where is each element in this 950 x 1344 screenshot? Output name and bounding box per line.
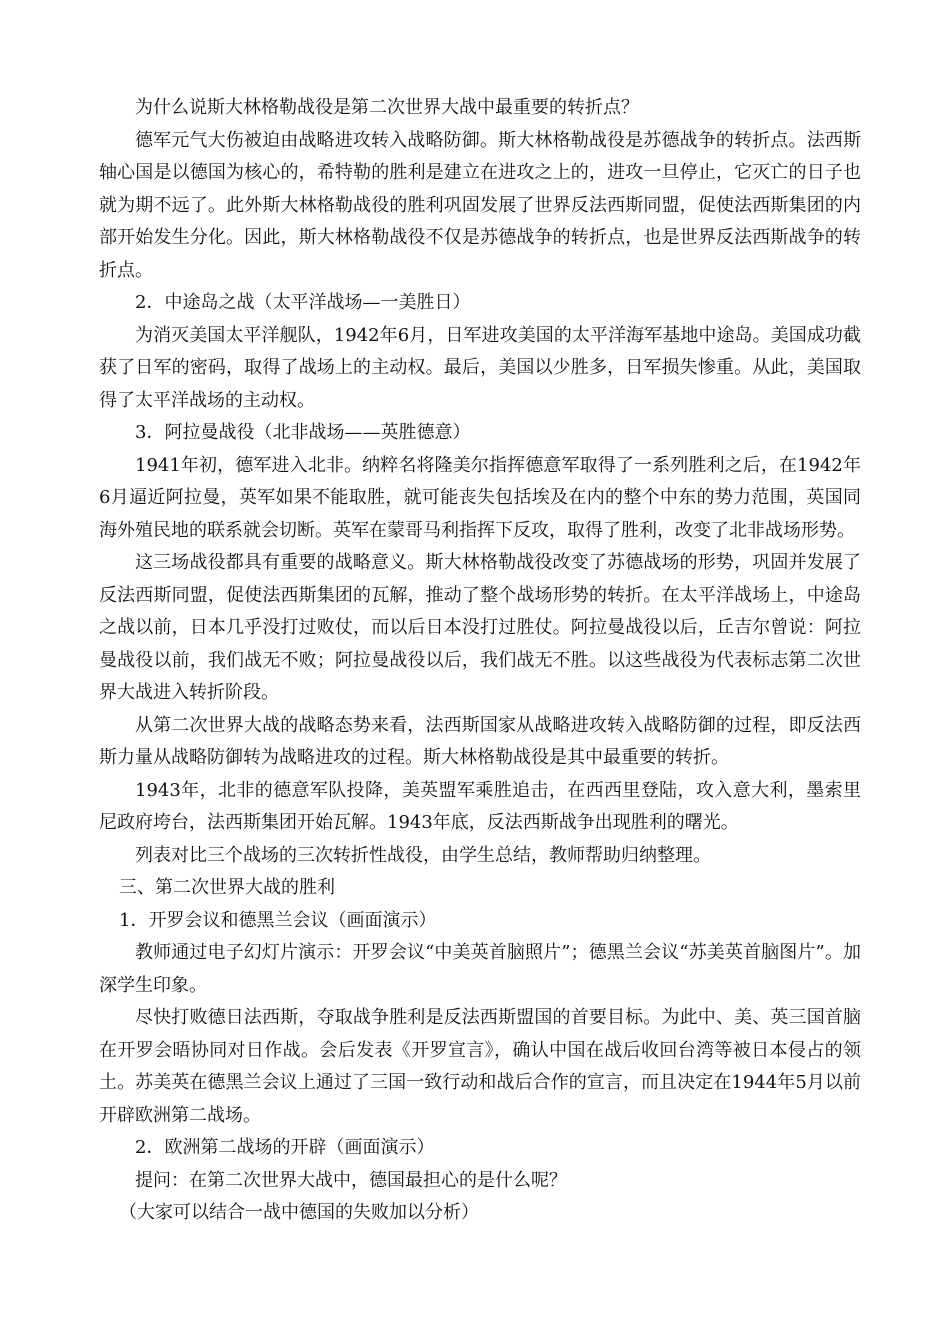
paragraph-el-alamein: 1941年初，德军进入北非。纳粹名将隆美尔指挥德意军取得了一系列胜利之后，在1942年6月逼近阿拉曼，英军如果不能取胜，就可能丧失包括埃及在内的整个中东的势力范围，英国同海外殖民地的联系就会切断。英军在蒙哥马利指挥下反攻，取得了胜利，改变了北非战场形势。 [99,454,861,541]
paragraph-1943: 1943年，北非的德意军队投降，美英盟军乘胜追击，在西西里登陆，攻入意大利，墨索里尼政府垮台，法西斯集团开始瓦解。1943年底，反法西斯战争出现胜利的曙光。 [99,779,861,833]
question-germany-worry: 提问：在第二次世界大战中，德国最担心的是什么呢？ [135,1169,567,1191]
heading-cairo-tehran: 1．开罗会议和德黑兰会议（画面演示） [119,909,437,931]
heading-second-front: 2．欧洲第二战场的开辟（画面演示） [135,1137,435,1158]
document-body [99,92,861,1230]
paragraph-stalingrad-analysis: 德军元气大伤被迫由战略进攻转入战略防御。斯大林格勒战役是苏德战争的转折点。法西斯轴心国是以德国为核心的，希特勒的胜利是建立在进攻之上的，进攻一旦停止，它灭亡的日子也就为期不远了。此外斯大林格勒战役的胜利巩固发展了世界反法西斯同盟，促使法西斯集团的内部开始发生分化。因此，斯大林格勒战役不仅是苏德战争的转折点，也是世界反法西斯战争的转折点。 [99,129,861,281]
heading-el-alamein: 3．阿拉曼战役（北非战场——英胜德意） [135,422,471,443]
question-stalingrad-turning-point: 为什么说斯大林格勒战役是第二次世界大战中最重要的转折点？ [135,97,639,118]
section-heading-victory: 三、第二次世界大战的胜利 [119,877,335,898]
paragraph-cairo-tehran: 尽快打败德日法西斯，夺取战争胜利是反法西斯盟国的首要目标。为此中、美、英三国首脑在开罗会晤协同对日作战。会后发表《开罗宣言》，确认中国在战后收回台湾等被日本侵占的领土。苏美英在德黑兰会议上通过了三国一致行动和战后合作的宣言，而且决定在1944年5月以前开辟欧洲第二战场。 [99,1007,861,1126]
paragraph-slide-demo: 教师通过电子幻灯片演示：开罗会议“中美英首脑照片”；德黑兰会议“苏美英首脑图片”。加深学生印象。 [99,942,861,996]
note-analysis-hint: （大家可以结合一战中德国的失败加以分析） [119,1202,479,1223]
paragraph-strategic-situation: 从第二次世界大战的战略态势来看，法西斯国家从战略进攻转入战略防御的过程，即反法西斯力量从战略防御转为战略进攻的过程。斯大林格勒战役是其中最重要的转折。 [99,714,861,768]
heading-midway: 2．中途岛之战（太平洋战场—一美胜日） [135,292,471,313]
paragraph-midway: 为消灭美国太平洋舰队，1942年6月，日军进攻美国的太平洋海军基地中途岛。美国成功截获了日军的密码，取得了战场上的主动权。最后，美国以少胜多，日军损失惨重。从此，美国取得了太平洋战场的主动权。 [99,324,861,411]
paragraph-three-battles: 这三场战役都具有重要的战略意义。斯大林格勒战役改变了苏德战场的形势，巩固并发展了反法西斯同盟，促使法西斯集团的瓦解，推动了整个战场形势的转折。在太平洋战场上，中途岛之战以前，日本几乎没打过败仗，而以后日本没打过胜仗。阿拉曼战役以后，丘吉尔曾说：阿拉曼战役以前，我们战无不败；阿拉曼战役以后，我们战无不胜。以这些战役为代表标志第二次世界大战进入转折阶段。 [99,552,861,703]
paragraph-comparison-task: 列表对比三个战场的三次转折性战役，由学生总结，教师帮助归纳整理。 [135,844,711,866]
